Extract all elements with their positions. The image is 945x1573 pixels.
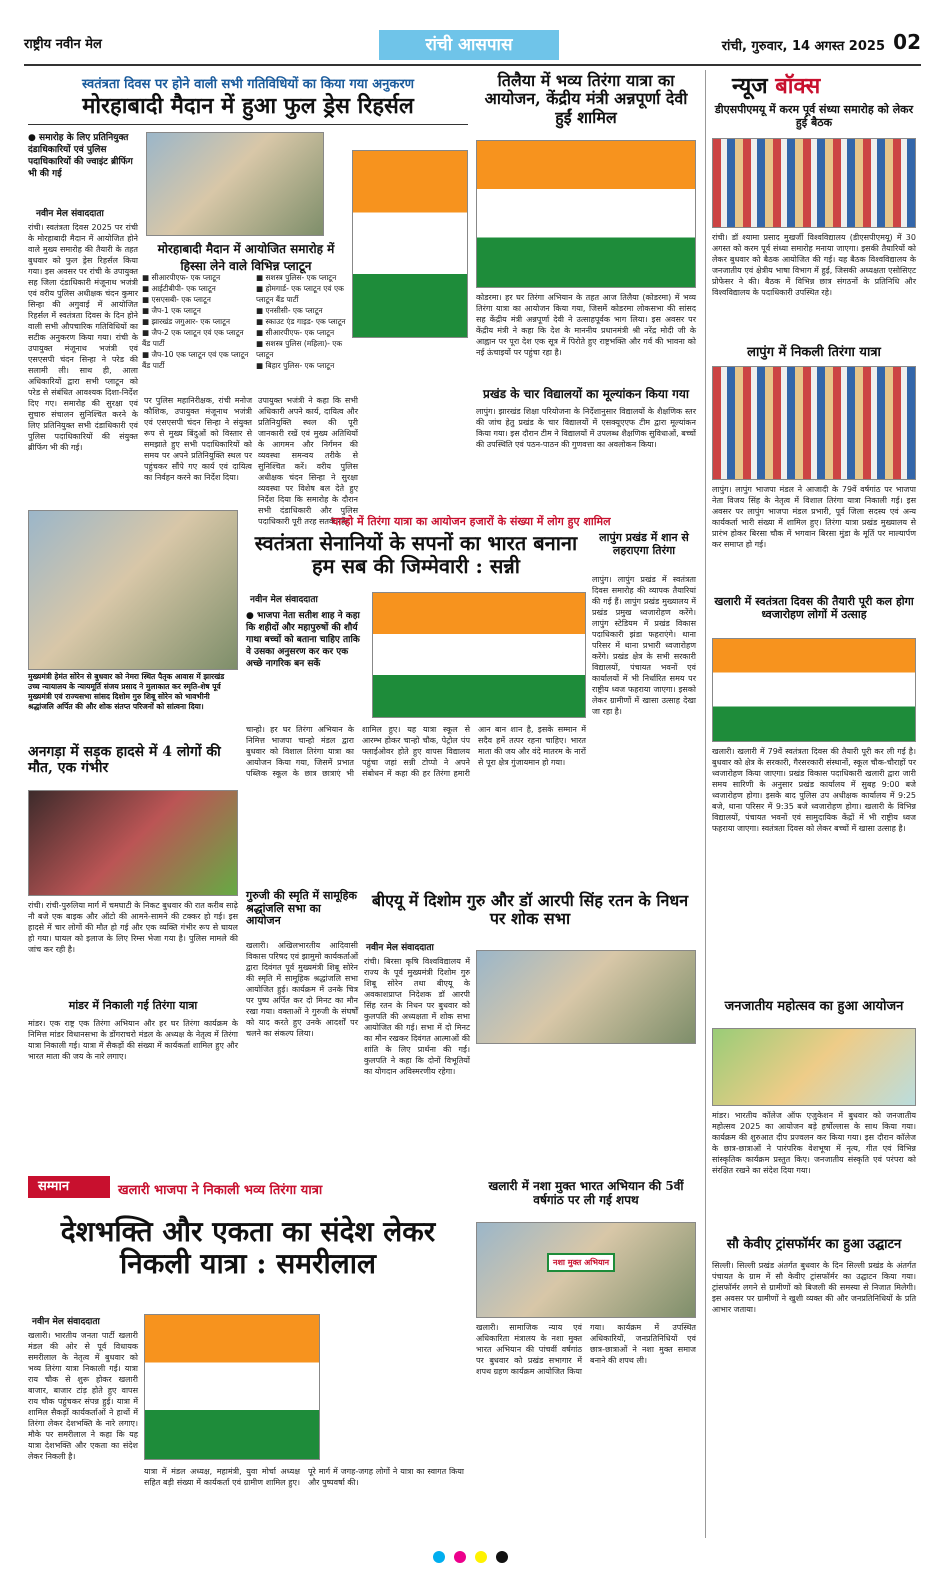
cm-meeting-photo (28, 510, 238, 670)
section-title: रांची आसपास (379, 30, 559, 60)
magenta-swatch (454, 1551, 466, 1563)
lead-body-2: पर पुलिस महानिरीक्षक, रांची मनोज कौशिक, उपायुक्त मंजूनाथ भजंत्री एवं एसएसपी चंदन सिन्हा ने संयुक्त रूप से मुख्य बिंदुओं को विस्तार से समझाते हुए सभी पदाधिकारियों को समय पर अपने प्रतिनियुक्ति स्थल पर पहुंचकर सौंपे गए कार्य एवं दायित्व का निर्वहन करने का निर्देश दिया। (144, 396, 252, 482)
newsbox-item1-body: रांची। डॉ श्यामा प्रसाद मुखर्जी विश्वविद्यालय (डीएसपीएमयू) में 30 अगस्त को करम पूर्व संध्या समारोह मनाया जाएगा। इसकी तैयारियों को लेकर बुधवार को बैठक आयोजित की गई। यह बैठक विश्वविद्यालय के जनजातीय एवं क्षेत्रीय भाषा विभाग में हुई, जिसकी अध्यक्षता एसोसिएट प्रोफेसर ने की। बैठक में विभिन्न छात्र संगठनों के प्रतिनिधि और विश्वविद्यालय के पदाधिकारी उपस्थित रहे। (712, 233, 916, 297)
platoon-item: ■ जैप-1 एक प्लाटून (142, 305, 254, 316)
bau-byline: नवीन मेल संवाददाता (366, 943, 434, 953)
samman-photo (144, 1314, 320, 1460)
guru-headline: गुरुजी की स्मृति में सामूहिक श्रद्धांजलि सभा का आयोजन (246, 889, 357, 928)
mandar-headline: मांडर में निकाली गई तिरंगा यात्रा (68, 999, 198, 1012)
mandar-body: मांडर। एक राष्ट्र एक तिरंगा अभियान और हर घर तिरंगा कार्यक्रम के निमित्त मांडर विधानसभा के डोंगराचरो मंडल के अध्यक्ष के नेतृत्व में तिरंगा यात्रा निकाली गई। यात्रा में सैकड़ों की संख्या में कार्यकर्ता शामिल हुए और भारत माता की जय के नारे लगाए। (28, 1019, 238, 1061)
nasha-body: खलारी। सामाजिक न्याय एवं अधिकारिता मंत्रालय के नशा मुक्त भारत अभियान की पांचवीं वर्षगांठ पर बुधवार को प्रखंड सभागार में शपथ ग्रहण कार्यक्रम आयोजित किया गया। कार्यक्रम में उपस्थित अधिकारियों, जनप्रतिनिधियों एवं छात्र-छात्राओं ने नशा मुक्त समाज बनाने की शपथ ली। (476, 1323, 696, 1376)
tiliya-body: कोडरमा। हर घर तिरंगा अभियान के तहत आज तिलैया (कोडरमा) में भव्य तिरंगा यात्रा का आयोजन किया गया, जिसमें कोडरमा लोकसभा की सांसद सह केंद्रीय मंत्री अन्नपूर्णा देवी ने उत्साहपूर्वक भाग लिया। इस अवसर पर केंद्रीय मंत्री ने कहा कि देश के माननीय प्रधानमंत्री श्री नरेंद्र मोदी जी के आह्वान पर पूरा देश एक सूत्र में पिरोते हुए राष्ट्रभक्ति और गर्व की भावना को नई ऊंचाइयों पर पहुंचा रहा है। (476, 293, 696, 357)
lead-body: रांची। स्वतंत्रता दिवस 2025 पर रांची के मोरहाबादी मैदान में आयोजित होने वाले मुख्य समारोह की तैयारी के तहत बुधवार को फुल ड्रेस रिहर्सल किया गया। इस अवसर पर रांची के उपायुक्त सह जिला दंडाधिकारी मंजूनाथ भजंत्री एवं वरीय पुलिस अधीक्षक चंदन कुमार सिन्हा की अगुवाई में आयोजित रिहर्सल में स्वतंत्रता दिवस के दिन होने वाली सभी औपचारिक गतिविधियों का सटीक अनुकरण किया गया। रांची के उपायुक्त मंजूनाथ भजंत्री एवं एसएसपी चंदन सिन्हा ने परेड की सलामी ली। साथ ही, आला अधिकारियों द्वारा सभी प्लाटून को परेड से संबंधित आवश्यक दिशा-निर्देश दिए गए। समारोह की सुरक्षा एवं सुचारु संचालन सुनिश्चित करने के लिए प्रतिनियुक्त सभी दंडाधिकारी एवं पुलिस पदाधिकारियों की संयुक्त ब्रीफिंग भी की गई। (28, 223, 138, 452)
newsbox-title-a: न्यूज (732, 73, 768, 99)
platoon-item: ■ सीआरपीएफ- एक प्लाटून (142, 272, 254, 283)
teachers-body: लापुंग। झारखंड शिक्षा परियोजना के निर्देशानुसार विद्यालयों के शैक्षणिक स्तर की जांच हेतु प्रखंड के चार विद्यालयों में एसक्यूएएफ टीम द्वारा मूल्यांकन किया गया। इस दौरान टीम ने विद्यालयों में उपलब्ध शैक्षणिक सुविधाओं, बच्चों की उपस्थिति एवं पठन-पाठन की गुणवत्ता का अवलोकन किया। (476, 407, 696, 449)
newsbox-item4-photo (712, 1028, 916, 1106)
accident-body: रांची। रांची-पुरुलिया मार्ग में चमघाटी के निकट बुधवार की रात करीब साढ़े नौ बजे एक बाइक और ऑटो की आमने-सामने की टक्कर हो गई। इस हादसे में चार लोगों की मौत हो गई और एक व्यक्ति गंभीर रूप से घायल हो गया। घायल को इलाज के लिए रिम्स भेजा गया है। पुलिस मामले की जांच कर रही है। (28, 901, 238, 954)
newsbox-item5-body: सिल्ली। सिल्ली प्रखंड अंतर्गत बुधवार के दिन सिल्ली प्रखंड के अंतर्गत पंचायत के ग्राम में सौ केवीए ट्रांसफॉर्मर का उद्घाटन किया गया। ट्रांसफॉर्मर लगने से ग्रामीणों को बिजली की समस्या से निजात मिलेगी। इस अवसर पर ग्रामीणों ने खुशी व्यक्त की और जनप्रतिनिधियों के प्रति आभार जताया। (712, 1261, 916, 1314)
newsbox-item5-headline: सौ केवीए ट्रांसफॉर्मर का हुआ उद्घाटन (726, 1237, 902, 1252)
nasha-banner: नशा मुक्त अभियान (547, 1253, 615, 1272)
lead-kicker: स्वतंत्रता दिवस पर होने वाली सभी गतिविधियों का किया गया अनुकरण (81, 77, 415, 92)
lead-body-3: उपायुक्त भजंत्री ने कहा कि सभी अधिकारी अपने कार्य, दायित्व और प्रतिनियुक्ति स्थल की पूरी जानकारी रखें एवं मुख्य अतिथियों के आगमन और निर्गमन की व्यवस्था समन्वय तरीके से सुनिश्चित करें। वरीय पुलिस अधीक्षक चंदन सिन्हा ने सुरक्षा व्यवस्था पर विशेष बल देते हुए निर्देश दिया कि समारोह के दौरान सभी दंडाधिकारी और पुलिस पदाधिकारी पूरी तरह सतर्क रहें। (258, 396, 358, 526)
newsbox-item1-headline: डीएसपीएमयू में करम पूर्व संध्या समारोह को लेकर हुई बैठक (714, 103, 914, 129)
freedom-kicker: चान्हो में तिरंगा यात्रा का आयोजन हजारों के संख्या में लोग हुए शामिल (331, 515, 611, 528)
samman-byline: नवीन मेल संवाददाता (32, 1317, 100, 1327)
bau-photo (476, 950, 696, 1044)
freedom-highlight: ● भाजपा नेता सतीश शाह ने कहा कि शहीदों और महापुरुषों की शौर्य गाथा बच्चों को बताना चाहिए ताकि वे उसका अनुसरण कर कर एक अच्छे नागरिक बन सकें (246, 611, 360, 669)
freedom-byline: नवीन मेल संवाददाता (250, 595, 318, 605)
samman-body-2: यात्रा में मंडल अध्यक्ष, महामंत्री, युवा मोर्चा अध्यक्ष सहित बड़ी संख्या में कार्यकर्ता एवं ग्रामीण शामिल हुए। पूरे मार्ग में जगह-जगह लोगों ने यात्रा का स्वागत किया और पुष्पवर्षा की। (144, 1467, 464, 1487)
newsbox-item3-body: खलारी। खलारी में 79वें स्वतंत्रता दिवस की तैयारी पूरी कर ली गई है। बुधवार को क्षेत्र के सरकारी, गैरसरकारी संस्थानों, स्कूल चौक-चौराहों पर ध्वजारोहण किया जाएगा। प्रखंड विकास पदाधिकारी खलारी द्वारा जारी समय सारिणी के अनुसार प्रखंड कार्यालय में सुबह 9:00 बजे ध्वजारोहण होगा। इसके बाद पुलिस उप अधीक्षक कार्यालय में 9:25 बजे, थाना परिसर में 9:35 बजे ध्वजारोहण होगा। खलारी के विभिन्न विद्यालयों, पंचायत भवनों एवं सामुदायिक केंद्रों में भी राष्ट्रीय ध्वज फहराया जाएगा। स्वतंत्रता दिवस को लेकर बच्चों में खासा उत्साह है। (712, 747, 916, 833)
freedom-headline: स्वतंत्रता सेनानियों के सपनों का भारत बनाना हम सब की जिम्मेवारी : सन्नी (254, 531, 578, 578)
newsbox-item2-photo (712, 366, 916, 480)
platoon-item: ■ सशस्त्र पुलिस- एक प्लाटून (256, 272, 350, 283)
platoon-item: ■ आईटीबीपी- एक प्लाटून (142, 283, 254, 294)
guru-body: खलारी। अखिलभारतीय आदिवासी विकास परिषद एवं झामुमो कार्यकर्ताओं द्वारा दिवंगत पूर्व मुख्यमंत्री शिबू सोरेन की स्मृति में सामूहिक श्रद्धांजलि सभा आयोजित हुई। कार्यक्रम में उनके चित्र पर पुष्प अर्पित कर दो मिनट का मौन रखा गया। वक्ताओं ने गुरुजी के संघर्षों को याद करते हुए उनके आदर्शों पर चलने का संकल्प लिया। (246, 941, 358, 1038)
dateline: रांची, गुरुवार, 14 अगस्त 2025 (721, 39, 885, 54)
platoon-item: ■ सशस्त्र पुलिस (महिला)- एक प्लाटून (256, 338, 350, 360)
platoon-title: मोरहाबादी मैदान में आयोजित समारोह में हिस्सा लेने वाले विभिन्न प्लाटून (157, 242, 335, 273)
platoon-item: ■ जैप-2 एक प्लाटून एवं एक प्लाटून बैंड पार्टी (142, 327, 254, 349)
samman-tag: सम्मान (28, 1176, 110, 1198)
teachers-headline: प्रखंड के चार विद्यालयों का मूल्यांकन किया गया (483, 387, 689, 401)
newsbox-item4-body: मांडर। भारतीय कॉलेज ऑफ एजुकेशन में बुधवार को जनजातीय महोत्सव 2025 का आयोजन बड़े हर्षोल्लास के साथ किया गया। कार्यक्रम की शुरुआत दीप प्रज्वलन कर किया गया। इस दौरान कॉलेज के छात्र-छात्राओं ने पारंपरिक वेशभूषा में नृत्य, गीत एवं विभिन्न सांस्कृतिक कार्यक्रम प्रस्तुत किए। जनजातीय संस्कृति एवं परंपरा को संरक्षित रखने का संदेश दिया गया। (712, 1111, 916, 1175)
platoon-item: ■ स्काउट एंड गाइड- एक प्लाटून (256, 316, 350, 327)
lead-headline: मोरहाबादी मैदान में हुआ फुल ड्रेस रिहर्सल (82, 93, 414, 119)
color-registration-marks (24, 1548, 921, 1562)
newsbox-item4-headline: जनजातीय महोत्सव का हुआ आयोजन (724, 999, 904, 1014)
lead-highlight: ● समारोह के लिए प्रतिनियुक्त दंडाधिकारियों एवं पुलिस पदाधिकारियों की ज्वाइंट ब्रीफिंग भी की गई (28, 133, 133, 179)
samman-body: खलारी। भारतीय जनता पार्टी खलारी मंडल की ओर से पूर्व विधायक समरीलाल के नेतृत्व में बुधवार को भव्य तिरंगा यात्रा निकाली गई। यात्रा राय चौक से शुरू होकर खलारी बाजार, बाजार टांड़ होते हुए वापस राय चौक पहुंचकर संपन्न हुई। यात्रा में शामिल सैकड़ों कार्यकर्ताओं ने हाथों में तिरंगा लेकर देशभक्ति के नारे लगाए। मौके पर समरीलाल ने कहा कि यह यात्रा देशभक्ति और एकता का संदेश लेकर निकली है। (28, 1331, 138, 1461)
freedom-highlight-text: भाजपा नेता सतीश शाह ने कहा कि शहीदों और महापुरुषों की शौर्य गाथा बच्चों को बताना चाहिए ताकि वे उसका अनुसरण कर कर एक अच्छे नागरिक बन सकें (246, 611, 360, 669)
accident-headline: अनगड़ा में सड़क हादसे में 4 लोगों की मौत, एक गंभीर (28, 744, 221, 777)
platoon-item: ■ एनसीसी- एक प्लाटून (256, 305, 350, 316)
newsbox-title-b: बॉक्स (775, 73, 821, 99)
freedom-photo (372, 592, 586, 718)
cm-meeting-caption: मुख्यमंत्री हेमंत सोरेन से बुधवार को नेमरा स्थित पैतृक आवास में झारखंड उच्च न्यायालय के न्यायमूर्ति संजय प्रसाद ने मुलाकात कर स्मृति-शेष पूर्व मुख्यमंत्री एवं राज्यसभा सांसद दिशोम गुरु शिबू सोरेन को भावभीनी श्रद्धांजलि अर्पित की और शोक संतप्त परिजनों को सांत्वना दिया। (28, 672, 225, 711)
platoon-item: ■ जैप-10 एक प्लाटून एवं एक प्लाटून बैंड पार्टी (142, 349, 254, 371)
newsbox-item2-headline: लापुंग में निकली तिरंगा यात्रा (747, 345, 881, 360)
newsbox-item1-photo (712, 138, 916, 228)
platoon-list-right (256, 272, 350, 371)
platoon-item: ■ एसएसबी- एक प्लाटून (142, 294, 254, 305)
samman-headline: देशभक्ति और एकता का संदेश लेकर निकली यात्रा : समरीलाल (60, 1215, 436, 1281)
black-swatch (496, 1551, 508, 1563)
flag-photo (352, 150, 468, 338)
platoon-item: ■ होमगार्ड- एक प्लाटून एवं एक प्लाटून बैंड पार्टी (256, 283, 350, 305)
divider (28, 124, 468, 125)
samman-tagline: खलारी भाजपा ने निकाली भव्य तिरंगा यात्रा (118, 1183, 323, 1198)
rehearsal-photo (146, 132, 324, 236)
tiliya-headline: तिलैया में भव्य तिरंगा यात्रा का आयोजन, केंद्रीय मंत्री अन्नपूर्णा देवी हुईं शामिल (484, 71, 688, 127)
newsbox-item3-headline: खलारी में स्वतंत्रता दिवस की तैयारी पूरी कल होगा ध्वजारोहण लोगों में उत्साह (714, 595, 914, 621)
newsbox-item3-photo (712, 638, 916, 742)
lapung-flag-body: लापुंग। लापुंग प्रखंड में स्वतंत्रता दिवस समारोह की व्यापक तैयारियां की गई हैं। लापुंग प्रखंड मुख्यालय में प्रखंड प्रमुख ध्वजारोहण करेंगे। लापुंग स्टेडियम में प्रखंड विकास पदाधिकारी झंडा फहराएंगे। थाना परिसर में थाना प्रभारी ध्वजारोहण करेंगे। प्रखंड क्षेत्र के सभी सरकारी विद्यालयों, पंचायत भवनों एवं कार्यालयों में भी निर्धारित समय पर राष्ट्रीय ध्वज फहराया जाएगा। इसको लेकर ग्रामीणों में खासा उत्साह देखा जा रहा है। (592, 575, 696, 716)
bau-body: रांची। बिरसा कृषि विश्वविद्यालय में राज्य के पूर्व मुख्यमंत्री दिशोम गुरु शिबू सोरेन तथा बीएयू के अवकाशप्राप्त निदेशक डॉ आरपी सिंह रतन के निधन पर बुधवार को कुलपति की अध्यक्षता में शोक सभा आयोजित की गई। सभा में दो मिनट का मौन रखकर दिवंगत आत्माओं की शांति के लिए प्रार्थना की गई। कुलपति ने कहा कि दोनों विभूतियों का योगदान अविस्मरणीय रहेगा। (364, 957, 470, 1076)
platoon-item: ■ झारखंड जगुआर- एक प्लाटून (142, 316, 254, 327)
yellow-swatch (475, 1551, 487, 1563)
masthead (24, 26, 921, 66)
lead-highlight-text: समारोह के लिए प्रतिनियुक्त दंडाधिकारियों एवं पुलिस पदाधिकारियों की ज्वाइंट ब्रीफिंग भी की गई (28, 133, 133, 179)
accident-photo (28, 790, 238, 896)
nasha-photo (476, 1222, 696, 1318)
lapung-flag-headline: लापुंग प्रखंड में शान से लहराएगा तिरंगा (599, 531, 689, 557)
nasha-headline: खलारी में नशा मुक्त भारत अभियान की 5वीं वर्षगांठ पर ली गई शपथ (488, 1179, 684, 1207)
freedom-body: चान्हो। हर घर तिरंगा अभियान के निमित्त भाजपा चान्हो मंडल द्वारा बुधवार को विशाल तिरंगा यात्रा का आयोजन किया गया, जिसमें प्रभात पब्लिक स्कूल के छात्र छात्राएं भी शामिल हुए। यह यात्रा स्कूल से आरम्भ होकर चान्हो चौक, पेट्रोल पंप फ्लाईओवर होते हुए वापस विद्यालय पहुंचा जहां सन्नी टोप्पो ने अपने संबोधन में कहा की हर तिरंगा हमारी आन बान शान है, इसके सम्मान में सदैव हमें तत्पर रहना चाहिए। भारत माता की जय और वंदे मातरम के नारों से पूरा क्षेत्र गुंजायमान हो गया। (246, 725, 586, 778)
paper-name: राष्ट्रीय नवीन मेल (24, 37, 102, 52)
tiliya-photo (476, 140, 696, 288)
platoon-list-left (142, 272, 254, 371)
page-number: 02 (893, 30, 921, 54)
lead-byline: नवीन मेल संवाददाता (36, 209, 104, 219)
newsbox-title (732, 70, 820, 100)
cyan-swatch (433, 1551, 445, 1563)
newsbox (705, 70, 917, 1538)
platoon-item: ■ बिहार पुलिस- एक प्लाटून (256, 360, 350, 371)
platoon-item: ■ सीआरपीएफ- एक प्लाटून (256, 327, 350, 338)
bau-headline: बीएयू में दिशोम गुरु और डॉ आरपी सिंह रतन के निधन पर शोक सभा (371, 891, 689, 929)
newsbox-item2-body: लापुंग। लापुंग भाजपा मंडल ने आजादी के 79वें वर्षगांठ पर भाजपा नेता विजय सिंह के नेतृत्व में विशाल तिरंगा यात्रा निकाली गई। इस अवसर पर लापुंग भाजपा मंडल प्रभारी, पूर्व जिला सदस्य एवं अन्य कार्यकर्ता भारी संख्या में शामिल हुए। तिरंगा यात्रा प्रखंड मुख्यालय से प्रारंभ होकर बिरसा चौक में भगवान बिरसा मुंडा के मूर्ति पर माल्यार्पण कर समाप्त हो गई। (712, 485, 916, 549)
